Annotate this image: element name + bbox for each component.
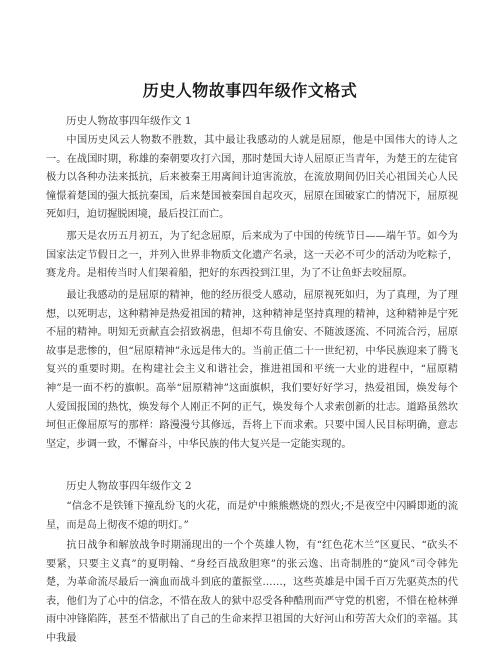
paragraph: 抗日战争和解放战争时期涌现出的一个个英雄人物，有“红色花木兰”区夏民、“砍头不要紧，只要主义真”的夏明翰、“身经百战敌胆寒”的张云逸、出奇制胜的“旋风”司令韩先楚，为革命流尽最后一滴血而战斗到底的董振堂……，这些英雄是中国千百万先驱英杰的代表，他们为了心中的信念，不惜在敌人的狱中忍受各种酷刑而严守党的机密，不惜在枪林弹雨中冲锋陷阵，甚至不惜献出了自己的生命来捍卫祖国的大好河山和劳苦大众们的幸福。其中我最	[46, 540, 458, 644]
document-title: 历史人物故事四年级作文格式	[142, 81, 358, 100]
section-heading-2: 历史人物故事四年级作文 2	[66, 480, 192, 492]
paragraph: “信念不是铁锤下撞乱纷飞的火花，而是炉中熊熊燃烧的烈火;不是夜空中闪瞬即逝的流星，而是岛上彻夜不熄的明灯。”	[46, 501, 458, 531]
paragraph: 最让我感动的是屈原的精神，他的经历很受人感动，屈原视死如归，为了真理，为了理想，以死明志，这种精神是热爱祖国的精神，这种精神是坚持真理的精神，这种精神是宁死不屈的精神。明知无贡献直会招致祸患，但却不苟且偷安、不随波逐流、不同流合污，屈原故事是悲惨的，但“屈原精神”永远是伟大的。当前正值二十一世纪初，中华民族迎来了腾飞复兴的重要时期。在构建社会主义和谐社会，推进祖国和平统一大业的进程中，“屈原精神”是一面不朽的旗帜。高举“屈原精神”这面旗帜，我们要好好学习，热爱祖国，焕发每个人爱国报国的热忱，焕发每个人刚正不阿的正气，焕发每个人求索创新的壮志。道路虽然坎坷但正像屈原写的那样：路漫漫兮其修远，吾将上下而求索。只要中国人民目标明确，意志坚定，步调一致，不懈奋斗，中华民族的伟大复兴是一定能实现的。	[46, 290, 458, 450]
paragraph: 那天是农历五月初五，为了纪念屈原，后来成为了中国的传统节日——端午节。如今为国家法定节假日之一，并列入世界非物质文化遗产名录，这一天必不可少的活动为吃粽子，赛龙舟。是相传当时人们架着船，把好的东西投到江里，为了不让鱼虾去咬屈原。	[46, 231, 458, 280]
paragraph: 中国历史风云人物数不胜数，其中最让我感动的人就是屈原，他是中国伟大的诗人之一。在战国时期，称雄的秦朝要攻打六国，那时楚国大诗人屈原正当青年，为楚王的左徒官极力以各种办法来抵抗，后来被秦王用离间计迫害流放，在流放期间仍旧关心祖国关心人民憧憬着楚国的强大抵抗秦国，后来楚国被秦国自起攻灭，屈原在国破家亡的情况下，屈原视死如归，迫切握脱困境，最后投江而亡。	[46, 135, 458, 221]
section-heading-1: 历史人物故事四年级作文 1	[66, 115, 192, 127]
